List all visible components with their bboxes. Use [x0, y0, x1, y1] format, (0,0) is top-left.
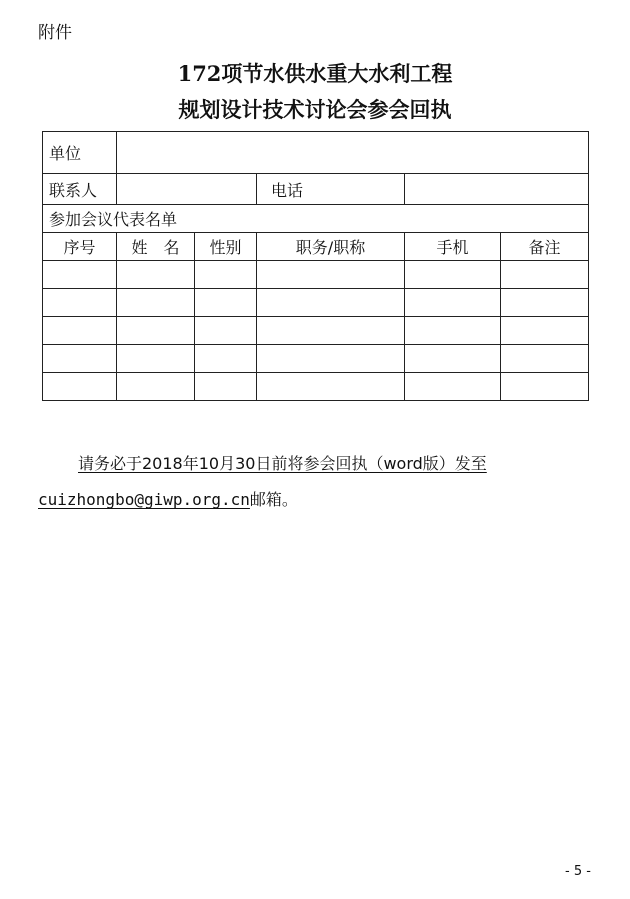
column-header: 姓 名 — [117, 233, 195, 261]
table-cell[interactable] — [501, 261, 589, 289]
table-row — [43, 289, 589, 317]
table-cell[interactable] — [117, 289, 195, 317]
table-cell[interactable] — [405, 289, 501, 317]
table-cell[interactable] — [405, 345, 501, 373]
table-cell[interactable] — [43, 261, 117, 289]
table-cell[interactable] — [501, 317, 589, 345]
table-cell[interactable] — [257, 345, 405, 373]
table-cell[interactable] — [195, 261, 257, 289]
column-header: 职务/职称 — [257, 233, 405, 261]
table-cell[interactable] — [117, 317, 195, 345]
contact-field[interactable] — [117, 174, 257, 205]
table-cell[interactable] — [195, 289, 257, 317]
document-title-line2: 规划设计技术讨论会参会回执 — [178, 97, 452, 122]
column-header: 性别 — [195, 233, 257, 261]
table-row — [43, 261, 589, 289]
table-cell[interactable] — [117, 373, 195, 401]
table-cell[interactable] — [195, 317, 257, 345]
document-title-line1: 172项节水供水重大水利工程 — [177, 61, 453, 86]
notice-line-2 — [38, 482, 598, 518]
unit-label: 单位 — [43, 132, 117, 174]
notice-paragraph — [38, 446, 598, 518]
column-header: 手机 — [405, 233, 501, 261]
notice-suffix: 邮箱。 — [249, 490, 298, 509]
table-cell[interactable] — [501, 345, 589, 373]
table-cell[interactable] — [117, 261, 195, 289]
table-cell[interactable] — [43, 317, 117, 345]
table-cell[interactable] — [405, 317, 501, 345]
table-cell[interactable] — [195, 345, 257, 373]
table-row — [43, 373, 589, 401]
page-number: - 5 - — [565, 864, 591, 879]
table-cell[interactable] — [405, 261, 501, 289]
unit-row — [43, 132, 589, 174]
table-cell[interactable] — [43, 289, 117, 317]
table-cell[interactable] — [43, 373, 117, 401]
unit-field[interactable] — [117, 132, 589, 174]
notice-line: 请务必于2018年10月30日前将参会回执（word版）发至 — [78, 454, 487, 473]
column-header: 备注 — [501, 233, 589, 261]
phone-label: 电话 — [257, 174, 405, 205]
table-cell[interactable] — [257, 261, 405, 289]
contact-row — [43, 174, 589, 205]
attachment-label: 附件 — [38, 23, 72, 43]
table-cell[interactable] — [257, 373, 405, 401]
table-row — [43, 345, 589, 373]
phone-field[interactable] — [405, 174, 589, 205]
table-header-row — [43, 233, 589, 261]
table-cell[interactable] — [43, 345, 117, 373]
table-cell[interactable] — [117, 345, 195, 373]
table-cell[interactable] — [195, 373, 257, 401]
delegates-row — [43, 205, 589, 233]
reply-form-table — [42, 131, 589, 401]
contact-label: 联系人 — [43, 174, 117, 205]
table-row — [43, 317, 589, 345]
delegates-label: 参加会议代表名单 — [43, 205, 589, 233]
email-link[interactable]: cuizhongbo@giwp.org.cn — [38, 490, 250, 509]
table-cell[interactable] — [257, 289, 405, 317]
column-header: 序号 — [43, 233, 117, 261]
table-cell[interactable] — [257, 317, 405, 345]
table-cell[interactable] — [501, 289, 589, 317]
table-cell[interactable] — [501, 373, 589, 401]
table-cell[interactable] — [405, 373, 501, 401]
